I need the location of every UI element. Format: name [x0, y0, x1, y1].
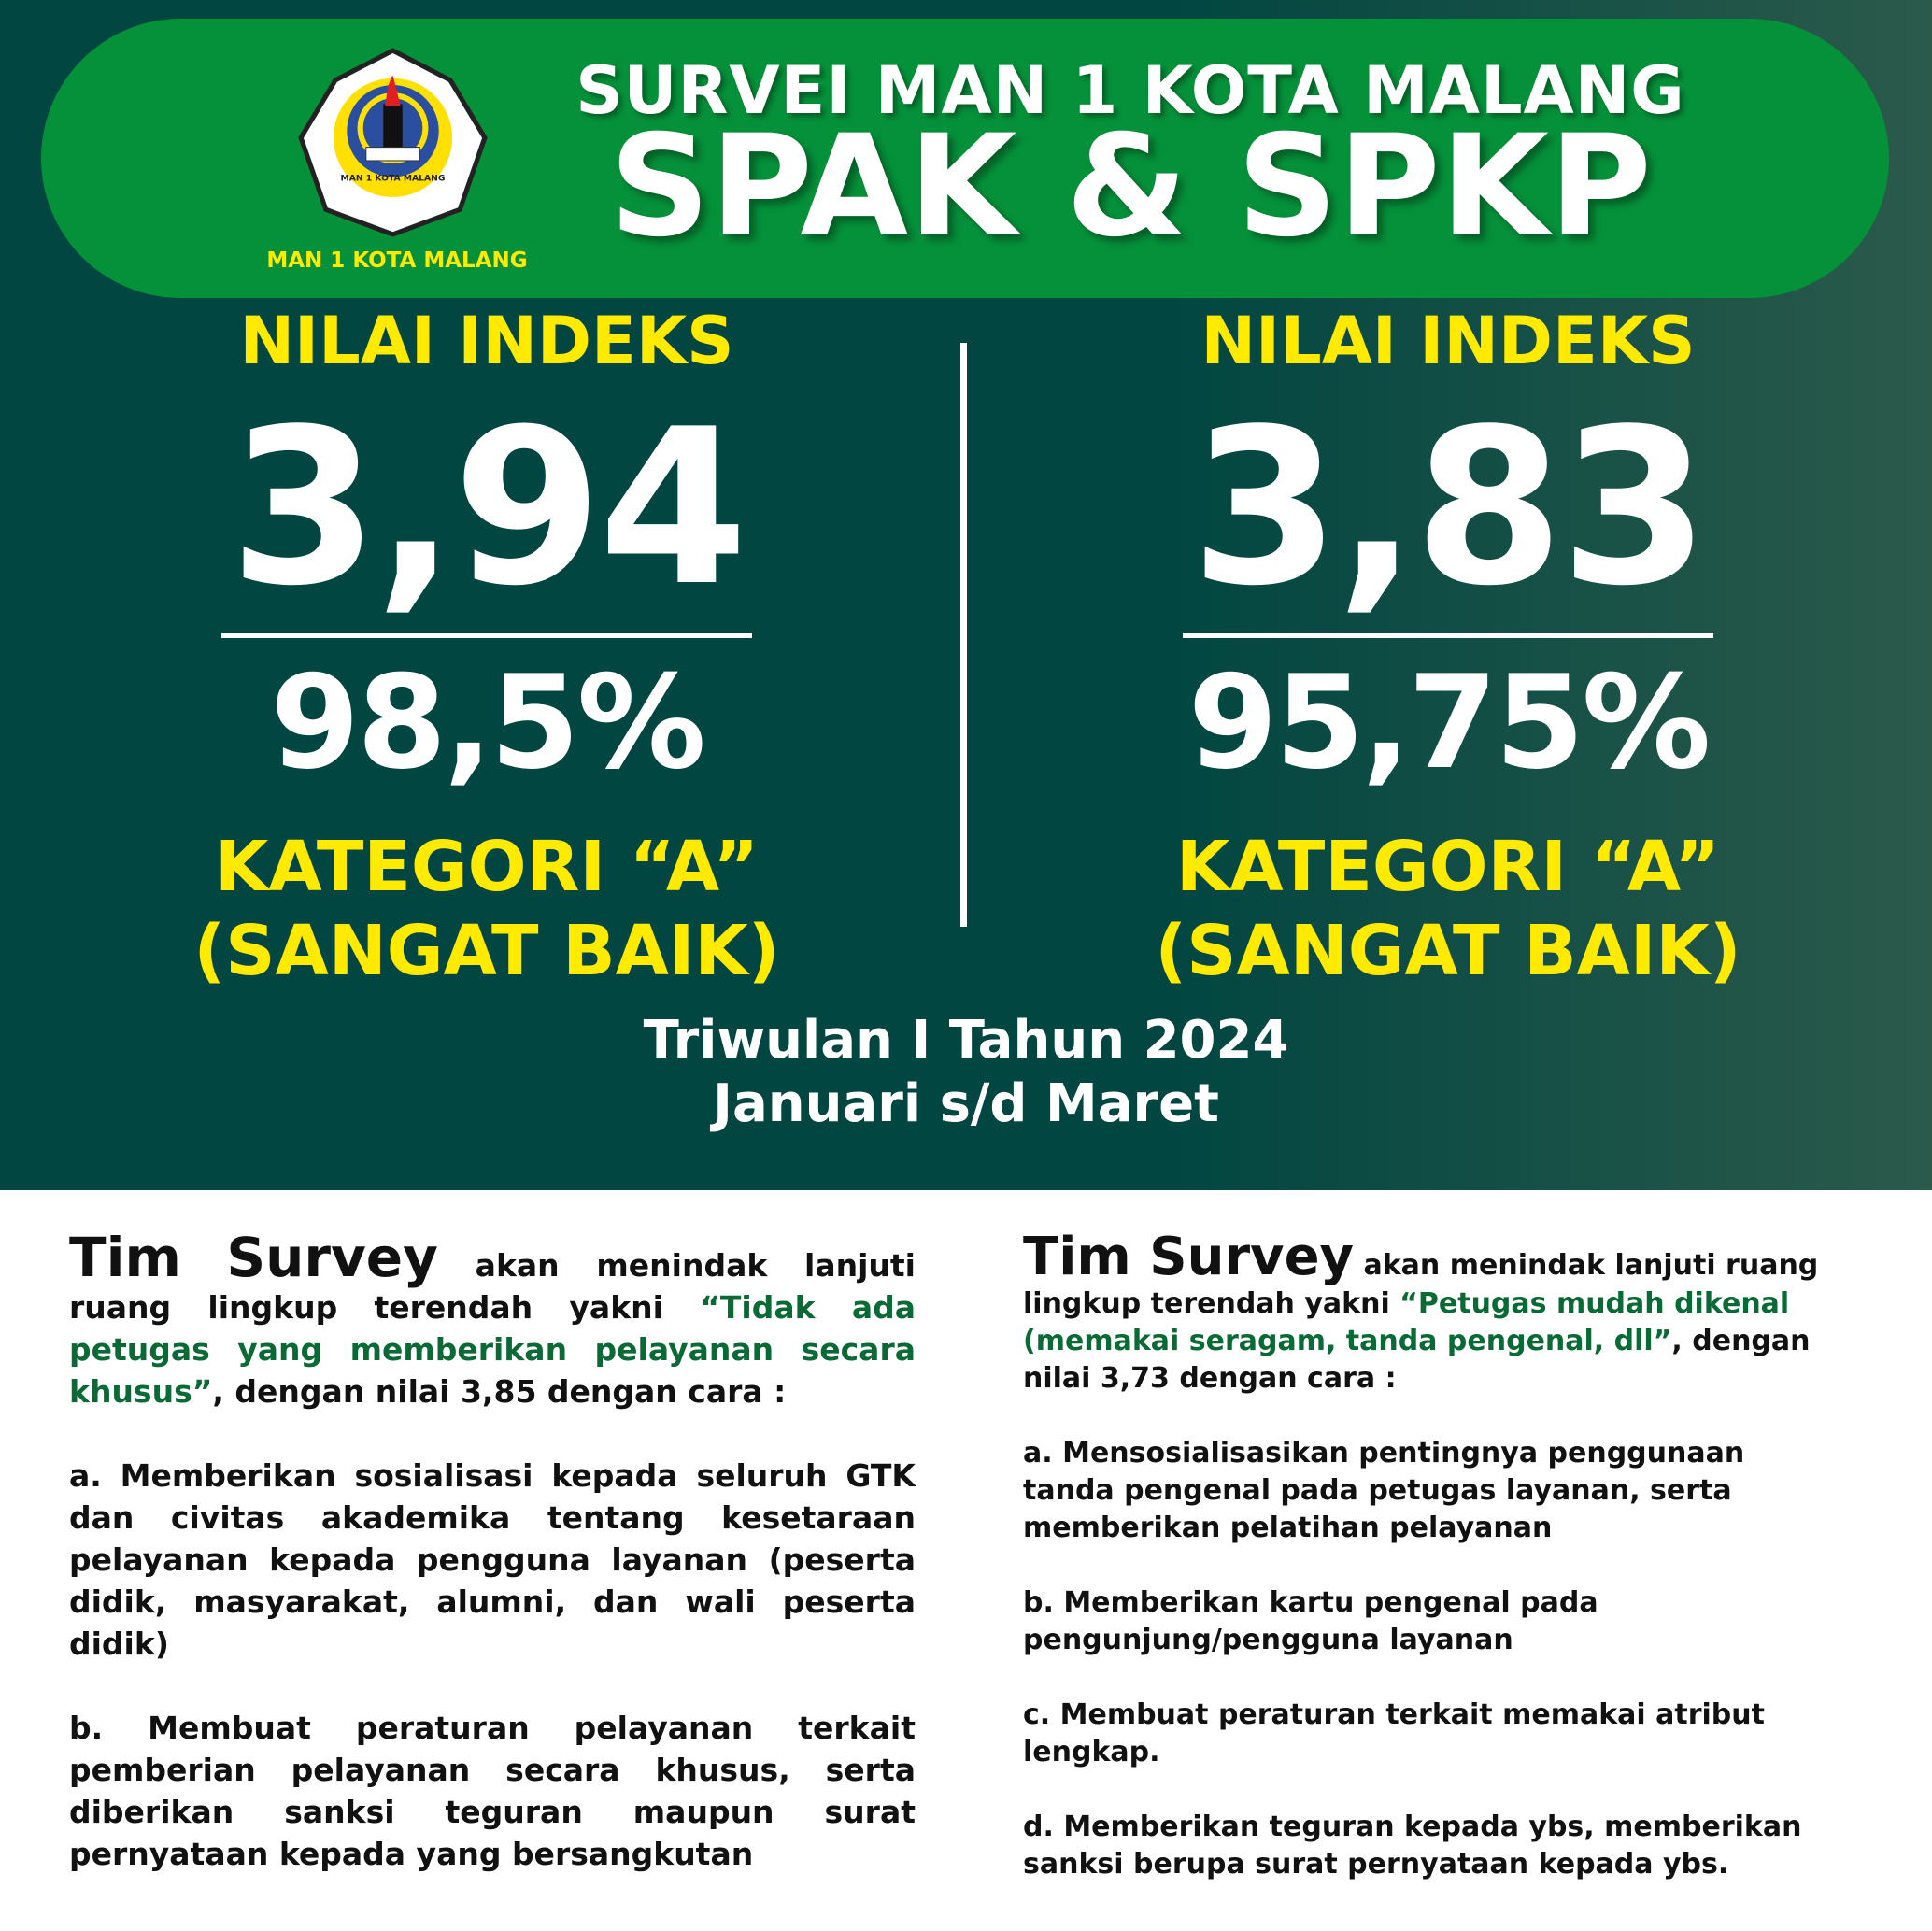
logo-caption: MAN 1 KOTA MALANG	[266, 248, 528, 273]
title-line1: SURVEI MAN 1 KOTA MALANG	[575, 52, 1685, 129]
list-item: c. Membuat peraturan terkait memakai atribut lengkap.	[1023, 1698, 1765, 1768]
vertical-divider	[960, 343, 967, 927]
category: KATEGORI “A” (SANGAT BAIK)	[1155, 827, 1741, 991]
percent-value: 95,75%	[1187, 647, 1709, 798]
spkp-score	[1149, 299, 1747, 993]
index-value: 3,83	[1190, 384, 1706, 633]
list-item: a. Memberikan sosialisasi kepada seluruh GTK dan civitas akademika tentang kesetaraan pelayanan kepada pengguna layanan (peserta didik, masyarakat, alumni, dan wali peserta didik)	[69, 1457, 916, 1662]
school-logo	[297, 47, 489, 238]
category: KATEGORI “A” (SANGAT BAIK)	[193, 827, 780, 991]
list-item: b. Membuat peraturan pelayanan terkait pemberian pelayanan secara khusus, serta diberikan sanksi teguran maupun surat pernyataan kepada yang bersangkutan	[69, 1710, 916, 1872]
percent-value: 98,5%	[270, 647, 703, 798]
list-item: b. Memberikan kartu pengenal pada pengunjung/pengguna layanan	[1023, 1586, 1598, 1656]
index-label: NILAI INDEKS	[1200, 303, 1696, 379]
spkp-followup-text: Tim Survey akan menindak lanjuti ruang lingkup terendah yakni “Petugas mudah dikenal (memakai seragam, tanda pengenal, dll”, dengan nilai 3,73 dengan cara : a. Mensosialisasikan pentingnya penggunaan tanda pengenal pada petugas layanan, serta memberikan pelatihan pelayanan b. Memberikan kartu pengenal pada pengunjung/pengguna layanan c. Membuat peraturan terkait memakai atribut lengkap. d. Memberikan teguran kepada ybs, memberikan sanksi berupa surat pernyataan kepada ybs.	[1023, 1229, 1845, 1921]
divider	[1183, 633, 1713, 638]
period: Triwulan I Tahun 2024 Januari s/d Maret	[643, 1010, 1289, 1134]
list-item: a. Mensosialisasikan pentingnya penggunaan tanda pengenal pada petugas layanan, serta memberikan pelatihan pelayanan	[1023, 1437, 1745, 1544]
spak-score	[188, 299, 786, 993]
list-item: d. Memberikan teguran kepada ybs, memberikan sanksi berupa surat pernyataan kepada ybs.	[1023, 1810, 1802, 1881]
title-line2: SPAK & SPKP	[609, 106, 1652, 268]
index-value: 3,94	[229, 384, 745, 633]
index-label: NILAI INDEKS	[239, 303, 734, 379]
logo-ring-text: MAN 1 KOTA MALANG	[340, 173, 446, 184]
divider	[221, 633, 752, 638]
spak-followup-text: Tim Survey akan menindak lanjuti ruang lingkup terendah yakni “Tidak ada petugas yang memberikan pelayanan secara khusus”, dengan nilai 3,85 dengan cara : a. Memberikan sosialisasi kepada seluruh GTK dan civitas akademika tentang kesetaraan pelayanan kepada pengguna layanan (peserta didik, masyarakat, alumni, dan wali peserta didik) b. Membuat peraturan pelayanan terkait pemberian pelayanan secara khusus, serta diberikan sanksi teguran maupun surat pernyataan kepada yang bersangkutan	[69, 1229, 916, 1917]
